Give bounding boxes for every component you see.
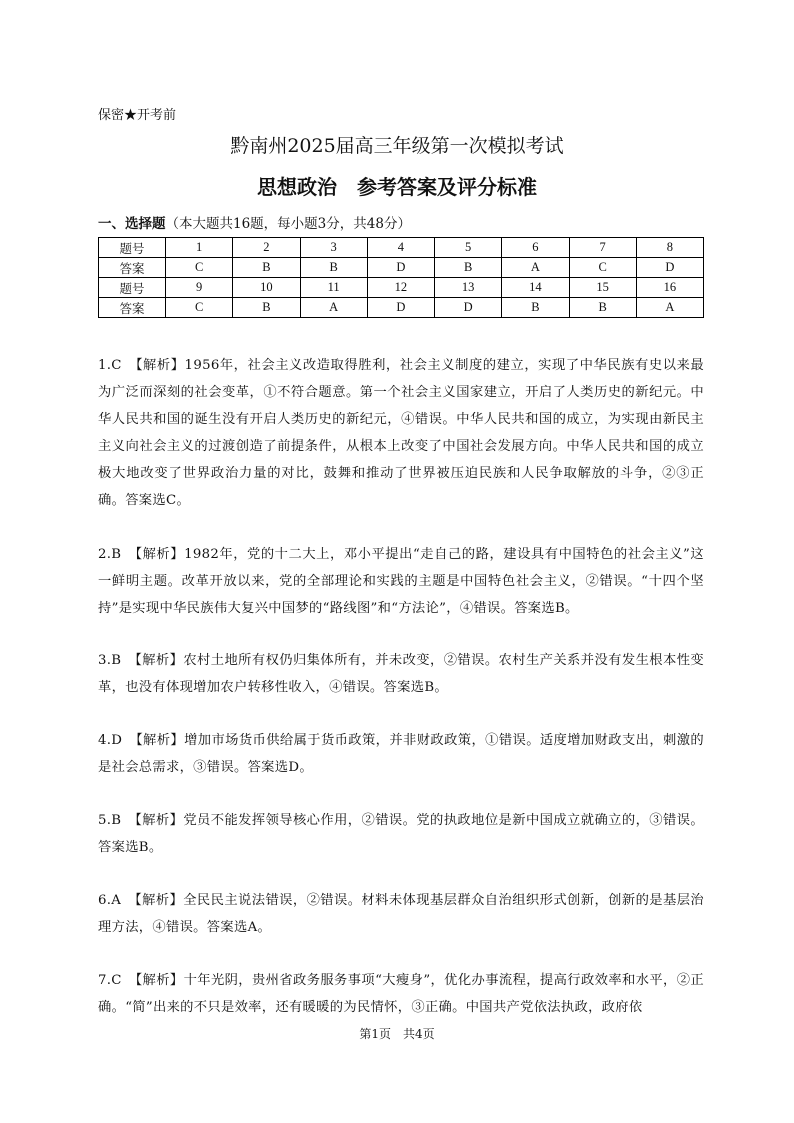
answer-table-cell: 2 (233, 238, 300, 258)
answer-table-cell: B (569, 298, 636, 318)
answer-table-cell: B (233, 258, 300, 278)
answer-table-cell: B (435, 258, 502, 278)
answer-table-cell: C (166, 258, 233, 278)
answer-table-cell: C (166, 298, 233, 318)
answer-table-cell: D (435, 298, 502, 318)
answer-table-cell: 3 (300, 238, 367, 258)
answer-table-cell: 11 (300, 278, 367, 298)
section-label: 一、选择题 (98, 216, 166, 232)
confidential-label: 保密★开考前 (98, 108, 177, 123)
explanation-1: 1.C 【解析】1956年，社会主义改造取得胜利，社会主义制度的建立，实现了中华民族有史以来最为广泛而深刻的社会变革，①不符合题意。第一个社会主义国家建立，开启了人类历史的新纪元。中华人民共和国的诞生没有开启人类历史的新纪元，④错误。中华人民共和国的成立，为实现由新民主主义向社会主义的过渡创造了前提条件，从根本上改变了中国社会发展方向。中华人民共和国的成立极大地改变了世界政治力量的对比，鼓舞和推动了世界被压迫民族和人民争取解放的斗争，②③正确。答案选C。 (98, 358, 704, 508)
answer-table-cell: 14 (502, 278, 569, 298)
answer-table-row-head: 答案 (99, 258, 166, 278)
answer-table-cell: D (367, 298, 434, 318)
answer-table-row (99, 298, 704, 318)
answer-table-cell: 10 (233, 278, 300, 298)
answer-table-cell: A (300, 298, 367, 318)
answer-table-cell: C (569, 258, 636, 278)
answer-table-cell: A (636, 298, 703, 318)
answer-table-cell: A (502, 258, 569, 278)
answer-table-cell: 7 (569, 238, 636, 258)
answer-table-cell: 16 (636, 278, 703, 298)
answer-table-cell: 4 (367, 238, 434, 258)
answer-table (98, 237, 704, 318)
explanation-6: 6.A 【解析】全民民主说法错误，②错误。材料未体现基层群众自治组织形式创新，创新的是基层治理方法，④错误。答案选A。 (98, 893, 704, 935)
explanation-7: 7.C 【解析】十年光阴，贵州省政务服务事项“大瘦身”，优化办事流程，提高行政效率和水平，②正确。“简”出来的不只是效率，还有暖暖的为民情怀，③正确。中国共产党依法执政，政府依 (98, 973, 704, 1015)
answer-table-cell: 6 (502, 238, 569, 258)
exam-subtitle: 思想政治 参考答案及评分标准 (257, 175, 537, 199)
answer-table-row-head: 答案 (99, 298, 166, 318)
section-heading (98, 212, 411, 232)
answer-table-cell: D (367, 258, 434, 278)
answer-table-cell: B (300, 258, 367, 278)
answer-table-cell: 13 (435, 278, 502, 298)
page-footer: 第1页 共4页 (359, 1027, 435, 1041)
answer-table-cell: B (502, 298, 569, 318)
answer-table-cell: 1 (166, 238, 233, 258)
explanation-5: 5.B 【解析】党员不能发挥领导核心作用，②错误。党的执政地位是新中国成立就确立的，③错误。答案选B。 (98, 813, 704, 855)
answer-table-cell: 5 (435, 238, 502, 258)
answer-table-row (99, 258, 704, 278)
answer-table-cell: D (636, 258, 703, 278)
answer-table-row-head: 题号 (99, 238, 166, 258)
explanation-3: 3.B 【解析】农村土地所有权仍归集体所有，并未改变，②错误。农村生产关系并没有发生根本性变革，也没有体现增加农户转移性收入，④错误。答案选B。 (98, 653, 704, 695)
answer-table-cell: 12 (367, 278, 434, 298)
explanation-2: 2.B 【解析】1982年，党的十二大上，邓小平提出“走自己的路，建设具有中国特色的社会主义”这一鲜明主题。改革开放以来，党的全部理论和实践的主题是中国特色社会主义，②错误。“十四个坚持”是实现中华民族伟大复兴中国梦的“路线图”和“方法论”，④错误。答案选B。 (98, 547, 704, 616)
answer-table-cell: 9 (166, 278, 233, 298)
exam-title: 黔南州2025届高三年级第一次模拟考试 (230, 135, 564, 157)
answer-table-cell: 8 (636, 238, 703, 258)
section-note: （本大题共16题，每小题3分，共48分） (165, 216, 411, 232)
answer-table-row (99, 278, 704, 298)
answer-table-row-head: 题号 (99, 278, 166, 298)
explanation-4: 4.D 【解析】增加市场货币供给属于货币政策，并非财政政策，①错误。适度增加财政支出，刺激的是社会总需求，③错误。答案选D。 (98, 733, 704, 775)
answer-table-cell: 15 (569, 278, 636, 298)
answer-table-cell: B (233, 298, 300, 318)
answer-table-row (99, 238, 704, 258)
